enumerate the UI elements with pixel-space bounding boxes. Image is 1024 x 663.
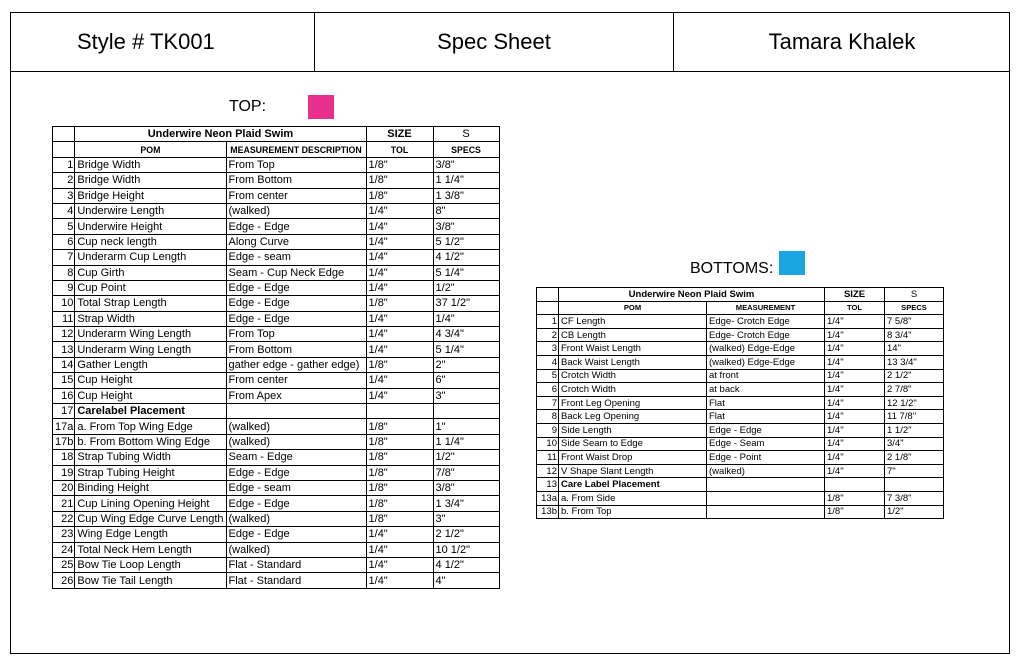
row-tolerance: 1/8" (825, 505, 885, 519)
row-description: Edge- Crotch Edge (707, 315, 825, 329)
row-pom: Underarm Cup Length (75, 250, 226, 265)
row-number: 9 (537, 423, 559, 437)
row-tolerance: 1/4" (825, 342, 885, 356)
row-number: 1 (537, 315, 559, 329)
row-tolerance: 1/8" (366, 188, 433, 203)
row-tolerance: 1/8" (825, 491, 885, 505)
row-tolerance: 1/4" (366, 542, 433, 557)
row-tolerance: 1/4" (825, 328, 885, 342)
row-description: Edge - Seam (707, 437, 825, 451)
row-number: 24 (53, 542, 75, 557)
table-row (537, 328, 944, 342)
row-pom: Cup Point (75, 280, 226, 295)
row-spec: 3" (433, 511, 499, 526)
row-number: 18 (53, 450, 75, 465)
row-pom: Strap Width (75, 311, 226, 326)
top-spec-table (52, 126, 500, 589)
row-pom: b. From Bottom Wing Edge (75, 434, 226, 449)
row-number: 11 (53, 311, 75, 326)
top-section-label: TOP: (229, 98, 267, 115)
row-number: 17a (53, 419, 75, 434)
table-row (53, 234, 500, 249)
row-description: Edge - Edge (226, 465, 366, 480)
row-description: Edge - Edge (226, 219, 366, 234)
row-tolerance: 1/8" (366, 419, 433, 434)
row-description (707, 491, 825, 505)
row-spec: 1" (433, 419, 499, 434)
row-spec: 12 1/2" (885, 396, 944, 410)
top-size-value: S (433, 127, 499, 142)
table-row (537, 437, 944, 451)
row-description: Edge - Edge (226, 280, 366, 295)
row-tolerance: 1/8" (366, 496, 433, 511)
row-spec: 2 1/8" (885, 451, 944, 465)
row-number: 7 (53, 250, 75, 265)
row-pom: Cup Lining Opening Height (75, 496, 226, 511)
row-spec: 3/8" (433, 157, 499, 172)
row-spec: 14" (885, 342, 944, 356)
row-description: Along Curve (226, 234, 366, 249)
bottoms-table-title-row (537, 288, 944, 302)
row-number: 2 (537, 328, 559, 342)
row-spec: 13 3/4" (885, 355, 944, 369)
row-number: 2 (53, 173, 75, 188)
row-number: 13 (53, 342, 75, 357)
bottoms-col-specs: SPECS (885, 301, 944, 315)
row-tolerance: 1/4" (825, 355, 885, 369)
row-pom: a. From Side (559, 491, 707, 505)
row-description: From center (226, 188, 366, 203)
row-pom: Gather Length (75, 357, 226, 372)
row-pom: Back Waist Length (559, 355, 707, 369)
row-tolerance: 1/8" (366, 434, 433, 449)
row-description: (walked) Edge-Edge (707, 342, 825, 356)
row-number: 23 (53, 527, 75, 542)
row-tolerance: 1/4" (366, 388, 433, 403)
row-spec: 6" (433, 373, 499, 388)
row-pom: Crotch Width (559, 383, 707, 397)
table-row (53, 188, 500, 203)
row-spec: 3" (433, 388, 499, 403)
row-description: From Top (226, 157, 366, 172)
row-description: (walked) (226, 511, 366, 526)
row-spec: 5 1/2" (433, 234, 499, 249)
top-col-specs: SPECS (433, 142, 499, 157)
row-description: Seam - Edge (226, 450, 366, 465)
row-tolerance: 1/4" (825, 396, 885, 410)
row-tolerance: 1/8" (366, 465, 433, 480)
row-description: Edge - seam (226, 250, 366, 265)
row-number: 4 (537, 355, 559, 369)
row-pom: Bow Tie Tail Length (75, 573, 226, 588)
table-row (53, 157, 500, 172)
row-number: 13a (537, 491, 559, 505)
row-tolerance: 1/4" (366, 557, 433, 572)
table-row (537, 396, 944, 410)
row-tolerance: 1/4" (825, 410, 885, 424)
table-row (53, 434, 500, 449)
designer-name: Tamara Khalek (768, 28, 916, 54)
row-spec: 1 1/4" (433, 434, 499, 449)
row-pom: Care Label Placement (559, 478, 707, 492)
row-pom: Binding Height (75, 480, 226, 495)
row-pom: Side Length (559, 423, 707, 437)
table-row (53, 450, 500, 465)
row-pom: Cup Height (75, 388, 226, 403)
row-tolerance: 1/8" (366, 296, 433, 311)
row-number: 10 (53, 296, 75, 311)
bottoms-size-label: SIZE (825, 288, 885, 302)
table-row (537, 478, 944, 492)
row-spec: 1/2" (885, 505, 944, 519)
row-tolerance: 1/4" (366, 311, 433, 326)
row-description: From Top (226, 327, 366, 342)
row-description: Flat (707, 396, 825, 410)
row-pom: Bridge Width (75, 173, 226, 188)
table-row (537, 423, 944, 437)
row-number: 6 (537, 383, 559, 397)
table-row (537, 315, 944, 329)
table-row (53, 173, 500, 188)
row-pom: CB Length (559, 328, 707, 342)
bottoms-table-title: Underwire Neon Plaid Swim (559, 288, 825, 302)
row-spec: 4 3/4" (433, 327, 499, 342)
row-description (707, 478, 825, 492)
row-spec (885, 478, 944, 492)
table-row (53, 327, 500, 342)
top-color-swatch (308, 95, 334, 119)
row-description (226, 404, 366, 419)
table-row (53, 373, 500, 388)
row-tolerance: 1/8" (366, 511, 433, 526)
row-tolerance: 1/4" (825, 451, 885, 465)
row-spec: 1 3/8" (433, 188, 499, 203)
row-description: (walked) (226, 434, 366, 449)
top-table-title-row (53, 127, 500, 142)
table-row (537, 355, 944, 369)
table-row (53, 480, 500, 495)
row-spec: 37 1/2" (433, 296, 499, 311)
row-spec: 5 1/4" (433, 265, 499, 280)
table-row (53, 250, 500, 265)
row-pom: b. From Top (559, 505, 707, 519)
row-tolerance: 1/4" (825, 437, 885, 451)
row-spec: 7" (885, 464, 944, 478)
sheet-title: Spec Sheet (315, 12, 674, 71)
table-row (53, 465, 500, 480)
table-row (537, 342, 944, 356)
row-pom: Front Leg Opening (559, 396, 707, 410)
row-description: Flat - Standard (226, 557, 366, 572)
row-spec: 11 7/8" (885, 410, 944, 424)
row-number: 16 (53, 388, 75, 403)
row-tolerance: 1/8" (366, 173, 433, 188)
row-tolerance (825, 478, 885, 492)
row-pom: Cup neck length (75, 234, 226, 249)
top-table-title: Underwire Neon Plaid Swim (75, 127, 366, 142)
row-number: 7 (537, 396, 559, 410)
row-spec: 1/2" (433, 280, 499, 295)
row-number: 6 (53, 234, 75, 249)
row-spec: 8 3/4" (885, 328, 944, 342)
row-number: 19 (53, 465, 75, 480)
row-spec: 4 1/2" (433, 250, 499, 265)
row-description: (walked) (226, 419, 366, 434)
row-number: 8 (53, 265, 75, 280)
row-tolerance: 1/4" (366, 373, 433, 388)
row-description: Edge - seam (226, 480, 366, 495)
table-row (53, 342, 500, 357)
row-description: Seam - Cup Neck Edge (226, 265, 366, 280)
row-tolerance: 1/4" (366, 342, 433, 357)
table-row (537, 451, 944, 465)
row-tolerance: 1/4" (366, 527, 433, 542)
table-row (53, 203, 500, 218)
row-spec (433, 404, 499, 419)
table-row (53, 542, 500, 557)
row-spec: 2 1/2" (433, 527, 499, 542)
bottoms-title-corner (537, 288, 559, 302)
bottoms-color-swatch (779, 251, 805, 275)
row-description: Edge - Edge (226, 296, 366, 311)
table-row (53, 527, 500, 542)
row-number: 22 (53, 511, 75, 526)
row-spec: 4" (433, 573, 499, 588)
row-pom: Cup Wing Edge Curve Length (75, 511, 226, 526)
row-pom: Underarm Wing Length (75, 327, 226, 342)
row-spec: 5 1/4" (433, 342, 499, 357)
row-tolerance: 1/4" (366, 265, 433, 280)
row-description: (walked) Edge-Edge (707, 355, 825, 369)
row-pom: Cup Height (75, 373, 226, 388)
row-pom: Carelabel Placement (75, 404, 226, 419)
row-spec: 10 1/2" (433, 542, 499, 557)
row-tolerance (366, 404, 433, 419)
row-tolerance: 1/8" (366, 480, 433, 495)
row-spec: 1 1/4" (433, 173, 499, 188)
table-row (53, 311, 500, 326)
row-number: 3 (53, 188, 75, 203)
row-description: From Bottom (226, 342, 366, 357)
row-number: 9 (53, 280, 75, 295)
row-pom: Strap Tubing Height (75, 465, 226, 480)
row-number: 1 (53, 157, 75, 172)
row-description (707, 505, 825, 519)
row-pom: Strap Tubing Width (75, 450, 226, 465)
row-description: Flat - Standard (226, 573, 366, 588)
row-pom: Underwire Length (75, 203, 226, 218)
row-number: 17b (53, 434, 75, 449)
row-tolerance: 1/8" (366, 450, 433, 465)
row-spec: 2" (433, 357, 499, 372)
row-tolerance: 1/4" (366, 203, 433, 218)
row-number: 12 (537, 464, 559, 478)
row-spec: 3/8" (433, 219, 499, 234)
row-spec: 1 1/2" (885, 423, 944, 437)
row-description: (walked) (226, 542, 366, 557)
top-col-pom: POM (75, 142, 226, 157)
top-header-corner (53, 142, 75, 157)
top-table-header-row (53, 142, 500, 157)
row-pom: V Shape Slant Length (559, 464, 707, 478)
row-number: 21 (53, 496, 75, 511)
table-row (53, 573, 500, 588)
row-tolerance: 1/8" (366, 357, 433, 372)
row-tolerance: 1/4" (825, 315, 885, 329)
row-description: Edge - Edge (226, 527, 366, 542)
row-number: 15 (53, 373, 75, 388)
table-row (537, 491, 944, 505)
row-spec: 2 7/8" (885, 383, 944, 397)
row-tolerance: 1/8" (366, 157, 433, 172)
row-number: 5 (537, 369, 559, 383)
table-row (537, 383, 944, 397)
table-row (537, 464, 944, 478)
row-tolerance: 1/4" (825, 383, 885, 397)
row-description: Edge - Edge (707, 423, 825, 437)
row-pom: Bridge Height (75, 188, 226, 203)
row-description: From center (226, 373, 366, 388)
table-row (53, 511, 500, 526)
table-row (537, 505, 944, 519)
table-row (53, 219, 500, 234)
row-tolerance: 1/4" (825, 369, 885, 383)
row-description: From Bottom (226, 173, 366, 188)
table-row (53, 280, 500, 295)
row-spec: 2 1/2" (885, 369, 944, 383)
table-row (53, 496, 500, 511)
row-spec: 3/8" (433, 480, 499, 495)
row-number: 10 (537, 437, 559, 451)
bottoms-spec-table (536, 287, 944, 519)
row-description: Flat (707, 410, 825, 424)
bottoms-size-value: S (885, 288, 944, 302)
bottoms-table-header-row (537, 301, 944, 315)
row-spec: 4 1/2" (433, 557, 499, 572)
row-description: Edge- Crotch Edge (707, 328, 825, 342)
row-pom: Side Seam to Edge (559, 437, 707, 451)
row-tolerance: 1/4" (366, 219, 433, 234)
bottoms-col-pom: POM (559, 301, 707, 315)
row-tolerance: 1/4" (825, 423, 885, 437)
row-tolerance: 1/4" (366, 573, 433, 588)
row-description: (walked) (707, 464, 825, 478)
row-spec: 1/4" (433, 311, 499, 326)
row-description: From Apex (226, 388, 366, 403)
row-description: Edge - Point (707, 451, 825, 465)
row-pom: a. From Top Wing Edge (75, 419, 226, 434)
row-pom: Crotch Width (559, 369, 707, 383)
row-description: at front (707, 369, 825, 383)
bottoms-section-label: BOTTOMS: (690, 260, 774, 277)
table-row (537, 410, 944, 424)
row-number: 25 (53, 557, 75, 572)
row-tolerance: 1/4" (825, 464, 885, 478)
row-pom: Total Strap Length (75, 296, 226, 311)
row-tolerance: 1/4" (366, 250, 433, 265)
row-tolerance: 1/4" (366, 280, 433, 295)
top-col-tol: TOL (366, 142, 433, 157)
style-number: Style # TK001 (10, 12, 315, 71)
row-number: 13b (537, 505, 559, 519)
row-description: at back (707, 383, 825, 397)
row-spec: 8" (433, 203, 499, 218)
table-row (53, 296, 500, 311)
row-pom: CF Length (559, 315, 707, 329)
row-pom: Total Neck Hem Length (75, 542, 226, 557)
top-col-desc: MEASUREMENT DESCRIPTION (226, 142, 366, 157)
row-number: 20 (53, 480, 75, 495)
row-spec: 1 3/4" (433, 496, 499, 511)
row-spec: 7 3/8" (885, 491, 944, 505)
bottoms-header-corner (537, 301, 559, 315)
row-number: 8 (537, 410, 559, 424)
row-spec: 3/4" (885, 437, 944, 451)
header-bar (10, 12, 1010, 72)
row-pom: Underarm Wing Length (75, 342, 226, 357)
table-row (53, 404, 500, 419)
row-description: gather edge - gather edge) (226, 357, 366, 372)
row-pom: Bridge Width (75, 157, 226, 172)
row-number: 3 (537, 342, 559, 356)
row-pom: Back Leg Opening (559, 410, 707, 424)
row-tolerance: 1/4" (366, 327, 433, 342)
row-spec: 7/8" (433, 465, 499, 480)
row-description: Edge - Edge (226, 311, 366, 326)
row-pom: Front Waist Drop (559, 451, 707, 465)
row-number: 11 (537, 451, 559, 465)
table-row (53, 419, 500, 434)
table-row (53, 557, 500, 572)
table-row (53, 388, 500, 403)
row-pom: Bow Tie Loop Length (75, 557, 226, 572)
row-pom: Wing Edge Length (75, 527, 226, 542)
row-pom: Front Waist Length (559, 342, 707, 356)
table-row (53, 265, 500, 280)
row-description: (walked) (226, 203, 366, 218)
table-row (537, 369, 944, 383)
row-number: 12 (53, 327, 75, 342)
row-number: 4 (53, 203, 75, 218)
row-number: 17 (53, 404, 75, 419)
row-number: 5 (53, 219, 75, 234)
row-pom: Underwire Height (75, 219, 226, 234)
row-tolerance: 1/4" (366, 234, 433, 249)
row-spec: 7 5/8" (885, 315, 944, 329)
bottoms-col-desc: MEASUREMENT (707, 301, 825, 315)
row-pom: Cup Girth (75, 265, 226, 280)
top-title-corner (53, 127, 75, 142)
row-spec: 1/2" (433, 450, 499, 465)
row-description: Edge - Edge (226, 496, 366, 511)
row-number: 13 (537, 478, 559, 492)
bottoms-col-tol: TOL (825, 301, 885, 315)
top-size-label: SIZE (366, 127, 433, 142)
row-number: 26 (53, 573, 75, 588)
table-row (53, 357, 500, 372)
row-number: 14 (53, 357, 75, 372)
